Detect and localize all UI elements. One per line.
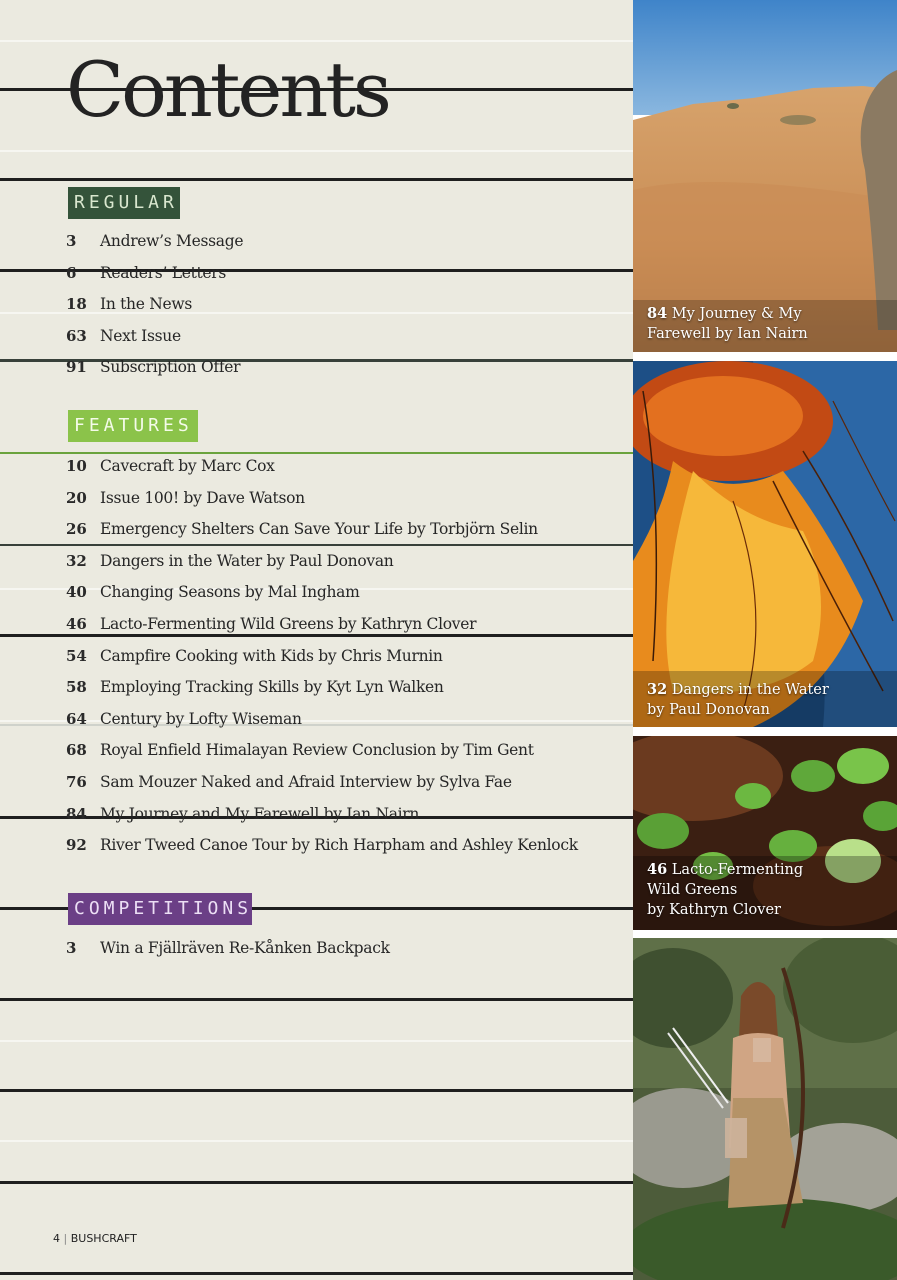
item-title: Andrew’s Message [100,232,244,250]
page-number: 64 [66,709,87,728]
page-title: Contents [66,45,389,134]
desert-image [633,0,897,352]
competitions-list [66,932,390,964]
rule-line [0,1089,633,1092]
photo-column [633,0,897,1280]
caption-page-number: 84 [647,305,668,322]
page-number: 3 [66,939,77,957]
item-title: Century by Lofty Wiseman [100,709,302,728]
item-title: Employing Tracking Skills by Kyt Lyn Walken [100,678,444,697]
photo-jellyfish[interactable] [633,361,897,727]
footer-magazine-name: BUSHCRAFT [70,1232,137,1245]
page-number: 10 [66,457,87,475]
page-number: 92 [66,836,87,855]
page-number: 84 [66,804,87,823]
page-number: 3 [66,232,77,250]
item-title: Emergency Shelters Can Save Your Life by Torbjörn Selin [100,520,538,539]
item-title: River Tweed Canoe Tour by Rich Harpham and Ashley Kenlock [100,836,578,855]
page-number: 6 [66,263,77,282]
rule-line [0,998,633,1001]
list-item[interactable] [66,608,578,640]
item-title: Subscription Offer [100,358,241,377]
item-title: Campfire Cooking with Kids by Chris Murnin [100,646,443,665]
page-number: 20 [66,488,87,507]
features-list [66,450,578,861]
section-label-features: FEATURES [68,410,198,442]
list-item[interactable] [66,225,243,257]
jellyfish-image [633,361,897,727]
list-item[interactable] [66,766,578,798]
item-title: Royal Enfield Himalayan Review Conclusion by Tim Gent [100,741,534,760]
page-number: 46 [66,614,87,633]
page-number: 54 [66,646,87,665]
page-number: 58 [66,678,87,697]
item-title: My Journey and My Farewell by Ian Nairn [100,804,420,823]
caption-line-1: My Journey & My [671,306,802,322]
list-item[interactable] [66,640,578,672]
page-number: 32 [66,551,87,570]
rule-line [0,1272,633,1275]
item-title: Win a Fjällräven Re-Kånken Backpack [100,939,390,957]
caption-line-2: Farewell by Ian Nairn [647,326,808,342]
caption-line-2: Wild Greens [647,882,738,898]
list-item[interactable] [66,545,578,577]
list-item[interactable] [66,703,578,735]
page-number: 63 [66,326,87,345]
page-number: 91 [66,358,87,377]
caption-line-2: by Paul Donovan [647,702,771,718]
caption-page-number: 46 [647,861,668,878]
list-item[interactable] [66,671,578,703]
footer-page-number: 4 [53,1232,60,1245]
list-item[interactable] [66,798,578,830]
page-number: 26 [66,520,87,539]
list-item[interactable] [66,450,578,482]
list-item[interactable] [66,734,578,766]
list-item[interactable] [66,320,243,352]
list-item[interactable] [66,513,578,545]
page-number: 68 [66,741,87,760]
footer-separator: | [63,1232,68,1245]
list-item[interactable] [66,288,243,320]
list-item[interactable] [66,829,578,861]
photo-caption [647,680,829,720]
section-label-competitions: COMPETITIONS [68,893,252,925]
archer-image [633,938,897,1280]
page-footer [53,1232,137,1245]
list-item[interactable] [66,257,243,289]
list-item[interactable] [66,482,578,514]
item-title: Cavecraft by Marc Cox [100,457,275,475]
item-title: Lacto-Fermenting Wild Greens by Kathryn Clover [100,614,477,633]
photo-caption [647,860,803,920]
item-title: Readers’ Letters [100,263,227,282]
item-title: Next Issue [100,326,181,345]
caption-line-1: Lacto-Fermenting [671,862,804,878]
caption-line-3: by Kathryn Clover [647,902,781,918]
photo-archer[interactable] [633,938,897,1280]
regular-list [66,225,243,383]
list-item[interactable] [66,932,390,964]
photo-wild-greens[interactable] [633,736,897,930]
page-number: 18 [66,295,87,314]
item-title: Issue 100! by Dave Watson [100,488,305,507]
caption-page-number: 32 [647,681,668,698]
page-number: 76 [66,772,87,791]
photo-caption [647,304,808,344]
item-title: Sam Mouzer Naked and Afraid Interview by Sylva Fae [100,772,512,791]
section-label-regular: REGULAR [68,187,180,219]
page-number: 40 [66,583,87,602]
list-item[interactable] [66,351,243,383]
item-title: In the News [100,295,193,314]
item-title: Dangers in the Water by Paul Donovan [100,551,394,570]
photo-desert[interactable] [633,0,897,352]
rule-line [0,1181,633,1184]
list-item[interactable] [66,576,578,608]
item-title: Changing Seasons by Mal Ingham [100,583,360,602]
rule-line [0,178,633,181]
caption-line-1: Dangers in the Water [671,682,829,698]
